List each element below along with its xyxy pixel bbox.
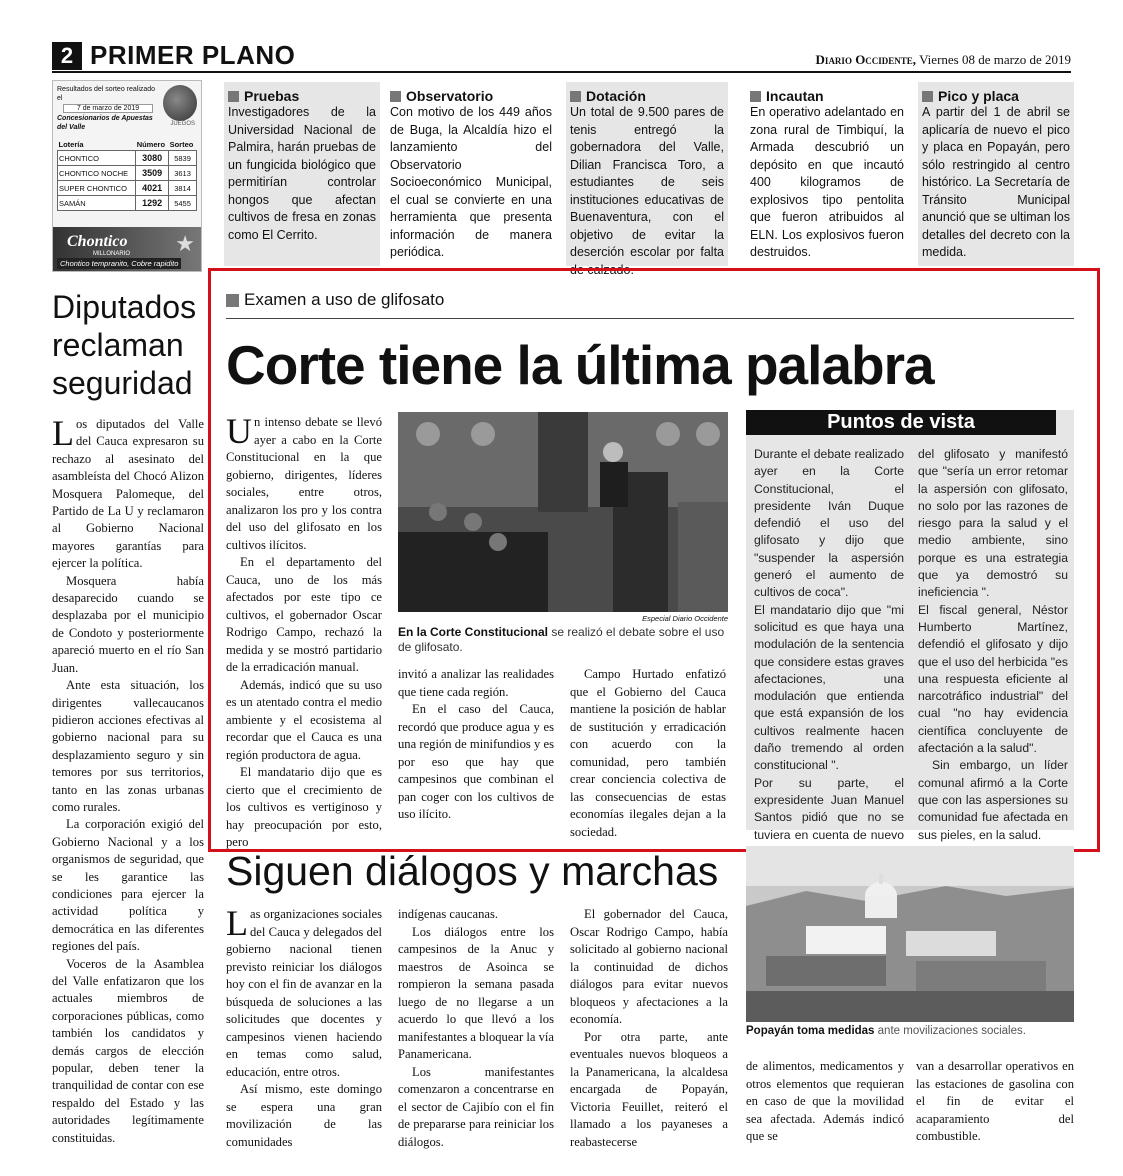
dialogos-column-4 bbox=[746, 1058, 904, 1146]
lottery-number: 4021 bbox=[136, 181, 169, 196]
juegos-logo-icon bbox=[163, 85, 197, 121]
paper-name: Diario Occidente, bbox=[815, 52, 917, 67]
brief-title bbox=[390, 88, 552, 104]
paragraph: El fiscal general, Néstor Humberto Martínez, defendió el glifosato y dijo que el uso del herbicida "es una respuesta eficiente al narcotráfico industrial" del cual "no hay evidencia científica concluyente de afectación a la salud". bbox=[918, 602, 1068, 756]
paragraph: Durante el debate realizado ayer en la Corte Constitucional, el presidente Iván Duque defendió el uso del glifosato y dijo que "suspender la aspersión generó el aumento de cultivos de coca". bbox=[754, 447, 904, 600]
drop-cap: U bbox=[226, 411, 252, 451]
paragraph: Además, indicó que su uso es un atentado contra el medio ambiente y el ecosistema al recordar que el Cauca es una región productora de agua. bbox=[226, 677, 382, 762]
puntos-column-1 bbox=[754, 446, 904, 861]
paragraph: Así mismo, este domingo se espera una gran movilización de las comunidades bbox=[226, 1082, 382, 1149]
paragraph: indígenas caucanas. bbox=[398, 907, 499, 921]
city-photo-illustration bbox=[746, 846, 1074, 1022]
kicker-text: Examen a uso de glifosato bbox=[244, 290, 445, 309]
paragraph: El mandatario dijo que "mi solicitud es que haya una modulación de la sentencia que considere estas graves afectaciones, una modulación que entienda que está expansión de los cultivos realmente hacen daño tremendo al orden constitucional ". bbox=[754, 602, 904, 773]
dialogos-column-2 bbox=[398, 906, 554, 1151]
paragraph: La corporación exigió del Gobierno Nacional y a los organismos de seguridad, que se les garantice las condiciones para ejercer la actividad política y democrática en las diferentes regiones del país. bbox=[52, 817, 204, 954]
brief-dotacion bbox=[566, 82, 728, 277]
col-header: Lotería bbox=[58, 139, 136, 151]
paragraph-text: os diputados del Valle del Cauca expresaron su rechazo al asesinato del asambleísta del Chocó Alizon Mosquera Palomeque, del Partido de La U y reclamaron al Gobierno Nacional mayores garantías para ejercer la política. bbox=[52, 417, 204, 571]
col-header: Número bbox=[136, 139, 169, 151]
lottery-draw: 5839 bbox=[169, 151, 197, 166]
kicker-rule bbox=[226, 318, 1074, 319]
paragraph: Sin embargo, un líder comunal afirmó a la Corte que con las aspersiones su comunidad fue afectada en sus pieles, en la salud. bbox=[918, 758, 1068, 842]
square-bullet-icon bbox=[228, 91, 239, 102]
juegos-logo-text: JUEGOS bbox=[170, 121, 195, 127]
lottery-draw: 3613 bbox=[169, 166, 197, 181]
page-number: 2 bbox=[52, 42, 82, 70]
caption-text: ante movilizaciones sociales. bbox=[874, 1025, 1026, 1037]
issue-date: Viernes 08 de marzo de 2019 bbox=[919, 52, 1071, 67]
lottery-number: 3080 bbox=[136, 151, 169, 166]
brief-title bbox=[750, 88, 904, 104]
brief-title-text: Pruebas bbox=[244, 88, 300, 104]
lottery-org: Concesionarios de Apuestas del Valle bbox=[57, 115, 153, 131]
chontico-slogan: Chontico tempranito, Cobre rapidito bbox=[57, 258, 181, 269]
brief-title bbox=[570, 88, 724, 104]
paragraph: invitó a analizar las realidades que tiene cada región. bbox=[398, 667, 554, 699]
paragraph: del glifosato y manifestó que "sería un error retomar la aspersión con glifosato, no solo por las razones de riesgo para la salud y el medio ambiente, sino porque es una estrategia que ya demostró su ineficiencia ". bbox=[918, 447, 1068, 600]
star-icon: ★ bbox=[175, 231, 195, 256]
dialogos-column-5 bbox=[916, 1058, 1074, 1146]
table-row bbox=[58, 151, 197, 166]
brief-title-text: Dotación bbox=[586, 88, 646, 104]
chontico-banner bbox=[53, 227, 201, 271]
brief-incautan bbox=[746, 82, 908, 266]
brief-text: Con motivo de los 449 años de Buga, la Alcaldía hizo el lanzamiento del Observatorio Socioeconómico Municipal, el cual se convierte en una herramienta que presenta información de manera periódica. bbox=[390, 105, 552, 259]
photo-court-debate bbox=[398, 412, 728, 612]
col-header: Sorteo bbox=[169, 139, 197, 151]
dialogos-column-1 bbox=[226, 903, 382, 1151]
paragraph: Mosquera había desaparecido cuando se desplazaba por el municipio de Condoto y posteriormente apareció muerto en el río San Juan. bbox=[52, 573, 204, 675]
lottery-date: 7 de marzo de 2019 bbox=[63, 104, 153, 113]
square-bullet-icon bbox=[922, 91, 933, 102]
paragraph: El mandatario dijo que es cierto que el crecimiento de los cultivos es vertiginoso y hay preocupación por esto, pero bbox=[226, 765, 382, 849]
brief-title-text: Incautan bbox=[766, 88, 824, 104]
photo-caption-popayan bbox=[746, 1024, 1074, 1039]
brief-observatorio bbox=[386, 82, 556, 266]
square-bullet-icon bbox=[226, 294, 239, 307]
story-column-2 bbox=[398, 666, 554, 824]
lottery-number: 1292 bbox=[136, 196, 169, 211]
paragraph: van a desarrollar operativos en las estaciones de gasolina con el fin de evitar el acaparamiento del combustible. bbox=[916, 1059, 1074, 1143]
paragraph: Ante esta situación, los dirigentes vallecaucanos pidieron acciones efectivas al gobierno nacional para su desplazamiento seguro y sin temores por sus territorios, tanto en las zonas urbanas como rurales. bbox=[52, 678, 204, 814]
caption-lead: En la Corte Constitucional bbox=[398, 625, 549, 639]
court-photo-illustration bbox=[398, 412, 728, 612]
story-kicker bbox=[226, 290, 444, 310]
paragraph bbox=[226, 903, 382, 1081]
table-row bbox=[58, 196, 197, 211]
brief-title-text: Pico y placa bbox=[938, 88, 1019, 104]
paragraph: Voceros de la Asamblea del Valle enfatizaron que los actuales miembros de corporaciones públicas, como también los candidatos y demás cargos de elección popular, deben tener la tranquilidad de contar con ese respaldo del Estado y las autoridades legítimamente constituidas. bbox=[52, 956, 204, 1145]
paragraph: El gobernador del Cauca, Oscar Rodrigo Campo, había solicitado al gobierno nacional la continuidad de dichos diálogos para evitar nuevos bloqueos y afectaciones a la economía. bbox=[570, 907, 728, 1026]
paragraph: En el departamento del Cauca, uno de los más afectados por este tipo ce cultivos, el gobernador Oscar Rodrigo Campo, rechazó la medida y se mostró partidario de la erradicación manual. bbox=[226, 555, 382, 674]
drop-cap: L bbox=[226, 903, 248, 943]
paragraph: Los diálogos entre los campesinos de la Anuc y maestros de Asoinca se rompieron la semana pasada luego de no llegarse a un acuerdo lo que llevó a los manifestantes a bloquear la vía Panamericana. bbox=[398, 924, 554, 1061]
story-headline-diputados: Diputados reclaman seguridad bbox=[52, 289, 197, 401]
dateline bbox=[816, 52, 1071, 68]
brief-text: Un total de 9.500 pares de tenis entregó la gobernadora del Valle, Dilian Francisca Toro, a estudiantes de seis instituciones educativas de Buenaventura, con el objetivo de evitar la deserción escolar por falta de calzado. bbox=[570, 105, 724, 277]
photo-popayan bbox=[746, 846, 1074, 1022]
brief-text: A partir del 1 de abril se aplicaría de nuevo el pico y placa en Popayán, pero sólo restringido al centro histórico. La Secretaría de Tránsito Municipal anunció que se ultiman los detalles del decreto con la medida. bbox=[922, 105, 1071, 259]
paragraph bbox=[52, 413, 204, 573]
photo-caption bbox=[398, 625, 728, 655]
header-rule bbox=[52, 71, 1071, 73]
caption-text: se realizó el debate sobre el uso de glifosato. bbox=[398, 625, 725, 654]
chontico-sub: MILLONARIO bbox=[93, 251, 131, 257]
square-bullet-icon bbox=[390, 91, 401, 102]
paragraph: Por otra parte, ante eventuales nuevos bloqueos a la Panamericana, la alcaldesa encargada de Popayán, Victoria Feuillet, reiteró el llamado a los payaneses a reabastecerse bbox=[570, 1029, 728, 1149]
story-column-1 bbox=[226, 411, 382, 852]
paragraph bbox=[226, 411, 382, 554]
table-row bbox=[58, 181, 197, 196]
story-column-3 bbox=[570, 666, 726, 841]
brief-title bbox=[228, 88, 376, 104]
square-bullet-icon bbox=[570, 91, 581, 102]
story-body-diputados bbox=[52, 413, 204, 1147]
paragraph-text: n intenso debate se llevó ayer a cabo en la Corte Constitucional en la que gobierno, dirigentes, líderes sociales, entre otros, analizaron los pro y los contra del uso del glifosato en los cultivos ilícitos. bbox=[226, 415, 382, 552]
lottery-name: CHONTICO bbox=[58, 151, 136, 166]
chontico-logo: Chontico bbox=[67, 233, 128, 250]
paragraph: Por su parte, el expresidente Juan Manuel Santos pidió que no se tuviera en cuenta de nuevo bbox=[754, 775, 904, 842]
lottery-name: SAMÁN bbox=[58, 196, 136, 211]
lottery-draw: 3814 bbox=[169, 181, 197, 196]
caption-lead: Popayán toma medidas bbox=[746, 1025, 875, 1037]
lottery-table bbox=[57, 139, 197, 211]
story-headline-corte: Corte tiene la última palabra bbox=[226, 334, 934, 396]
paragraph: Campo Hurtado enfatizó que el Gobierno del Cauca mantiene la posición de hablar de sustitución y erradicación con acuerdo con la comunidad, pero también crear conciencia colectiva de las consecuencias de estas economías ilegales dejan a la sociedad. bbox=[570, 667, 726, 839]
paragraph: de alimentos, medicamentos y otros elementos que requieran en caso de que la movilidad sea afectada. Además indicó que se bbox=[746, 1059, 904, 1143]
lottery-number: 3509 bbox=[136, 166, 169, 181]
puntos-column-2 bbox=[918, 446, 1068, 844]
section-title: PRIMER PLANO bbox=[90, 40, 296, 70]
square-bullet-icon bbox=[750, 91, 761, 102]
paragraph: Los manifestantes comenzaron a concentrarse en el sector de Cajibío con el fin de prepararse para reiniciar los diálogos. bbox=[398, 1064, 554, 1149]
lottery-name: CHONTICO NOCHE bbox=[58, 166, 136, 181]
story-headline-dialogos: Siguen diálogos y marchas bbox=[226, 848, 719, 894]
brief-text: En operativo adelantado en zona rural de Timbiquí, la Armada descubrió un depósito en que incautó 400 kilogramos de explosivos tipo pentolita que fueron atribuidos al ELN. Los explosivos fueron destruidos. bbox=[750, 105, 904, 259]
photo-credit: Especial Diario Occidente bbox=[642, 614, 728, 623]
brief-text: Investigadores de la Universidad Nacional de Palmira, harán pruebas de un fungicida biológico que permitirían controlar hongos que afectan cultivos de fresa en zonas como El Cerrito. bbox=[228, 105, 376, 242]
brief-pruebas bbox=[224, 82, 380, 266]
lottery-name: SUPER CHONTICO bbox=[58, 181, 136, 196]
lottery-results-box bbox=[52, 80, 202, 272]
paragraph-text: as organizaciones sociales del Cauca y delegados del gobierno nacional tienen previsto reiniciar los diálogos hoy con el fin de avanzar en la búsqueda de soluciones a las solicitudes que docentes y campesinos vienen haciendo en temas como salud, educación, entre otros. bbox=[226, 907, 382, 1079]
paragraph: En el caso del Cauca, recordó que produce agua y es una región de minifundios y es por eso que hay que campesinos que combinan el pan coger con los cultivos de uso ilícito. bbox=[398, 702, 554, 821]
dialogos-column-3 bbox=[570, 906, 728, 1151]
table-row bbox=[58, 166, 197, 181]
drop-cap: L bbox=[52, 413, 74, 453]
brief-pico-y-placa bbox=[918, 82, 1074, 266]
brief-title bbox=[922, 88, 1070, 104]
lottery-heading: Resultados del sorteo realizado el bbox=[57, 86, 156, 102]
lottery-draw: 5455 bbox=[169, 196, 197, 211]
puntos-de-vista-title: Puntos de vista bbox=[746, 410, 1056, 435]
brief-title-text: Observatorio bbox=[406, 88, 494, 104]
